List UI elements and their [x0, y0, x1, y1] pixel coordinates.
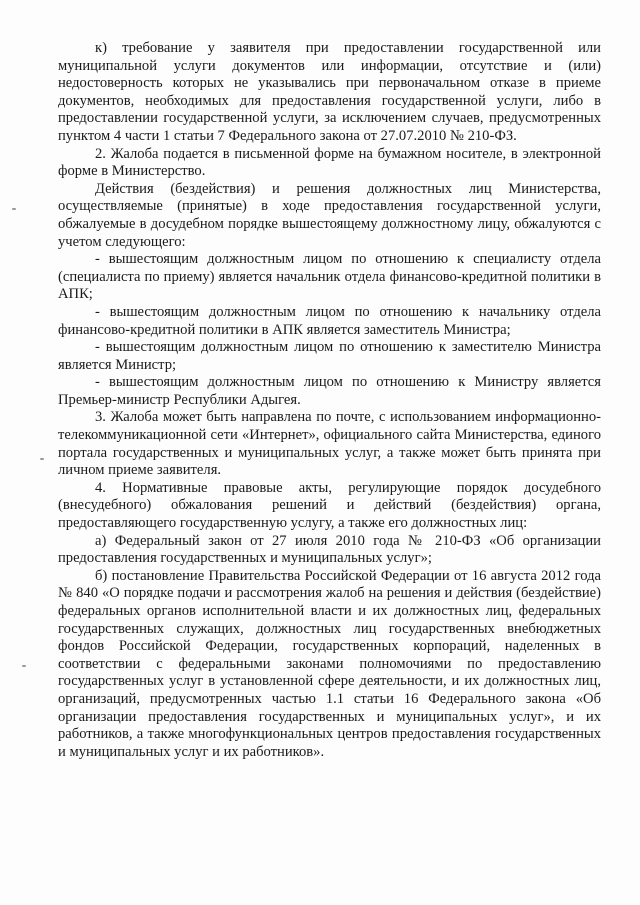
paragraph-4a: а) Федеральный закон от 27 июля 2010 года № 210-ФЗ «Об организации предоставления государственных и муниципальных услуг»;	[58, 532, 601, 567]
paragraph-3: 3. Жалоба может быть направлена по почте, с использованием информационно-телекоммуникационной сети «Интернет», официального сайта Министерства, единого портала государственных и муниципальных услуг, а также может быть принята при личном приеме заявителя.	[58, 409, 601, 479]
scan-speck	[12, 208, 16, 210]
paragraph-4b: б) постановление Правительства Российской Федерации от 16 августа 2012 года № 840 «О порядке подачи и рассмотрения жалоб на решения и действия (бездействие) федеральных органов исполнительной власти и их должностных лиц, федеральных государственных служащих, должностных лиц государственных внебюджетных фондов Российской Федерации, государственных корпораций, наделенных в соответствии с федеральными законами полномочиями по предоставлению государственных услуг в установленной сфере деятельности, и их должностных лиц, организаций, предусмотренных частью 1.1 статьи 16 Федерального закона «Об организации предоставления государственных и муниципальных услуг», и их работников, а также многофункциональных центров предоставления государственных и муниципальных услуг и их работников».	[58, 567, 601, 760]
paragraph-actions: Действия (бездействия) и решения должностных лиц Министерства, осуществляемые (принятые) в ходе предоставления государственной услуги, обжалуемые в досудебном порядке вышестоящему должностному лицу, обжалуются с учетом следующего:	[58, 180, 601, 250]
paragraph-4: 4. Нормативные правовые акты, регулирующие порядок досудебного (внесудебного) обжалования решений и действий (бездействия) органа, предоставляющего государственную услугу, а также его должностных лиц:	[58, 479, 601, 532]
list-item: - вышестоящим должностным лицом по отношению к специалисту отдела (специалиста по приему) является начальник отдела финансово-кредитной политики в АПК;	[58, 251, 601, 303]
scan-speck	[40, 458, 44, 460]
list-item: - вышестоящим должностным лицом по отношению к Министру является Премьер-министр Республики Адыгея.	[58, 374, 601, 408]
list-item: - вышестоящим должностным лицом по отношению к начальнику отдела финансово-кредитной политики в АПК является заместитель Министра;	[58, 303, 601, 338]
scan-speck	[22, 665, 26, 667]
document-body	[58, 40, 601, 761]
paragraph-k: к) требование у заявителя при предоставлении государственной или муниципальной услуги документов или информации, отсутствие и (или) недостоверность которых не указывались при первоначальном отказе в приеме документов, необходимых для предоставления государственной услуги, либо в предоставлении государственной услуги, за исключением случаев, предусмотренных пунктом 4 части 1 статьи 7 Федерального закона от 27.07.2010 № 210-ФЗ.	[58, 40, 601, 144]
paragraph-2: 2. Жалоба подается в письменной форме на бумажном носителе, в электронной форме в Министерство.	[58, 145, 601, 180]
list-item: - вышестоящим должностным лицом по отношению к заместителю Министра является Министр;	[58, 339, 601, 373]
